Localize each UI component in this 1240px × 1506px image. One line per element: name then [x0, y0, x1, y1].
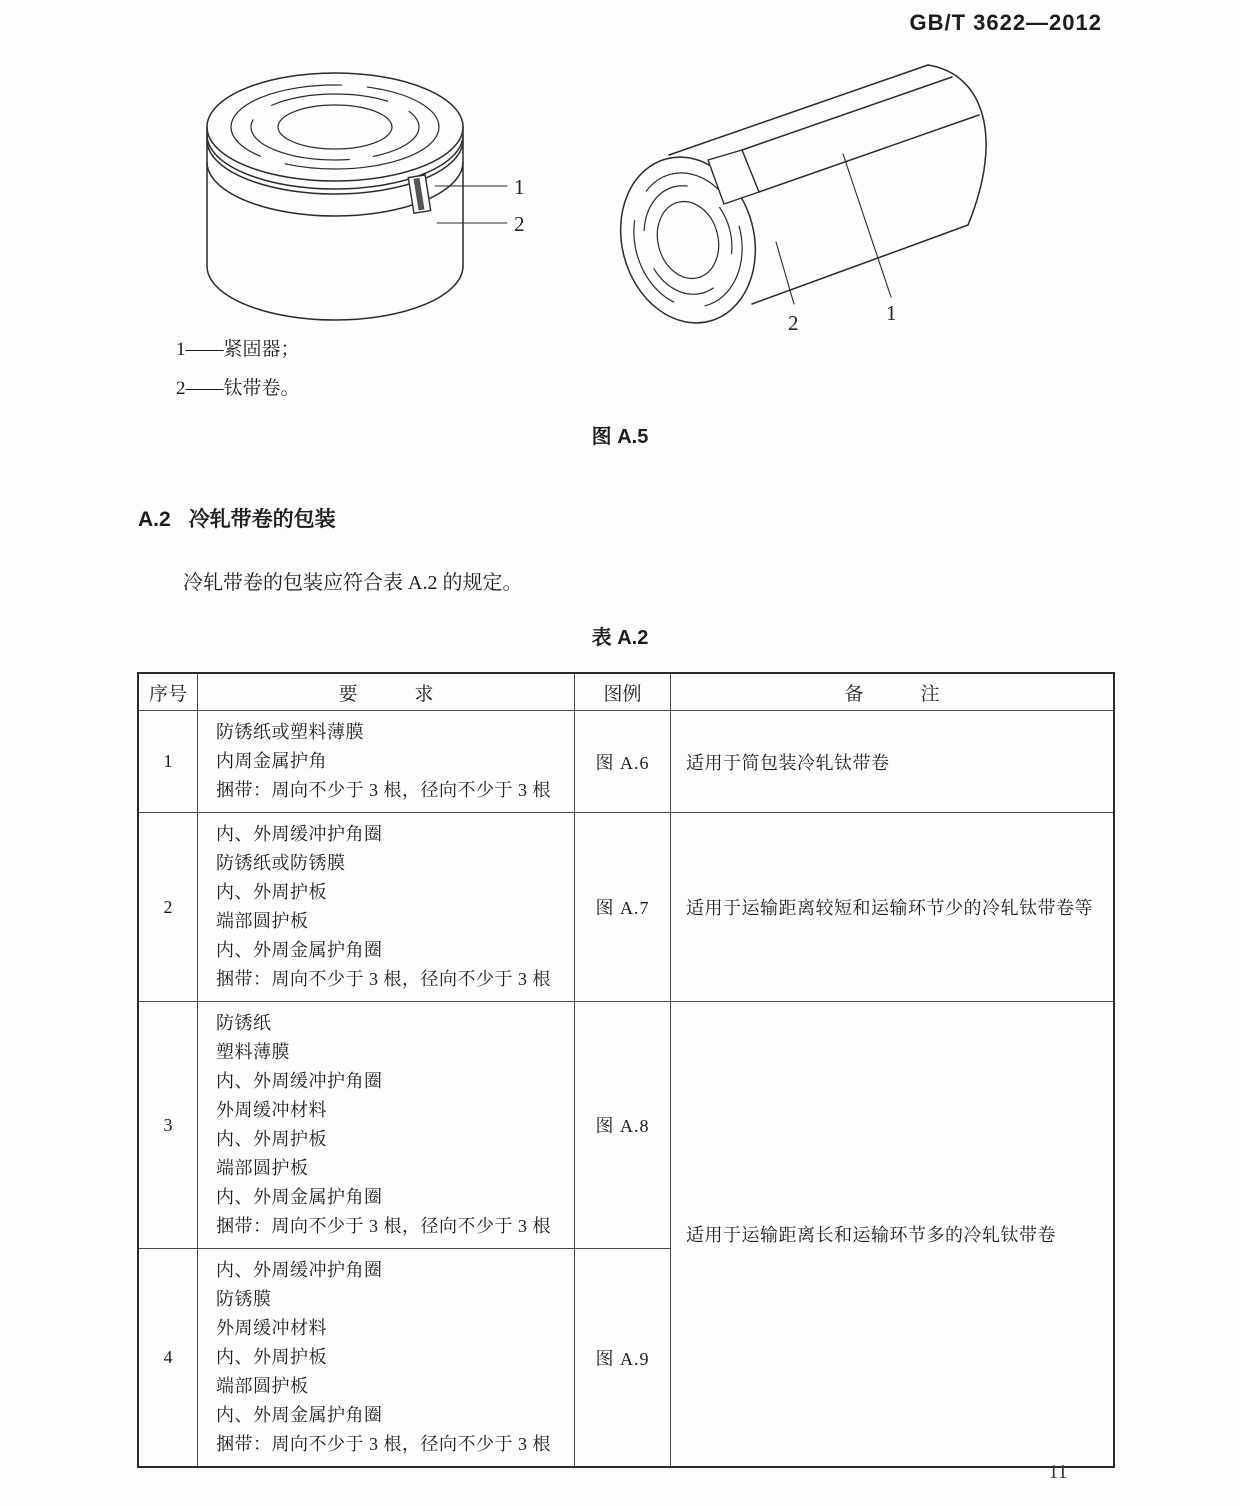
requirement-line: 端部圆护板 [216, 1158, 309, 1178]
coil-bottom-edge [207, 266, 463, 320]
requirement-line: 内、外周金属护角圈 [216, 940, 383, 960]
cell-requirements-3 [198, 1002, 575, 1249]
cell-requirements-1 [198, 711, 575, 813]
cell-note-1: 适用于简包装冷轧钛带卷 [671, 711, 1115, 813]
upright-coil-drawing [185, 55, 600, 340]
table-row-1 [138, 711, 1114, 813]
cell-seq-1: 1 [138, 711, 198, 813]
requirement-line: 外周缓冲材料 [216, 1100, 327, 1120]
section-title: 冷轧带卷的包装 [188, 508, 336, 531]
col-header-seq: 序号 [138, 673, 198, 711]
table-row-3 [138, 1002, 1114, 1249]
legend-item-2: 2——钛带卷。 [176, 378, 300, 399]
cell-figure-1: 图 A.6 [575, 711, 671, 813]
strap-top-edge [742, 77, 952, 150]
requirement-line: 外周缓冲材料 [216, 1318, 327, 1338]
requirement-line: 捆带：周向不少于 3 根，径向不少于 3 根 [216, 1434, 551, 1454]
callout-label-2: 2 [514, 212, 525, 236]
callout-label-1: 1 [886, 301, 897, 325]
section-number: A.2 [138, 508, 171, 531]
figure-legend [176, 338, 300, 416]
cell-figure-3: 图 A.8 [575, 1002, 671, 1249]
requirement-line: 防锈纸或塑料薄膜 [216, 722, 364, 742]
requirement-line: 防锈膜 [216, 1289, 272, 1309]
cell-seq-4: 4 [138, 1249, 198, 1468]
requirement-line: 内、外周护板 [216, 882, 327, 902]
callout-label-1: 1 [514, 175, 525, 199]
cell-note-3-4-merged: 适用于运输距离长和运输环节多的冷轧钛带卷 [671, 1002, 1115, 1468]
section-heading [138, 503, 336, 533]
requirement-line: 内、外周护板 [216, 1347, 327, 1367]
requirement-line: 防锈纸或防锈膜 [216, 853, 346, 873]
table-caption: 表 A.2 [591, 627, 649, 649]
standard-code: GB/T 3622—2012 [909, 10, 1102, 35]
requirement-line: 捆带：周向不少于 3 根，径向不少于 3 根 [216, 969, 551, 989]
table-header-row [138, 673, 1114, 711]
requirement-line: 捆带：周向不少于 3 根，径向不少于 3 根 [216, 780, 551, 800]
horizontal-coil-drawing [612, 42, 1092, 342]
requirement-line: 端部圆护板 [216, 911, 309, 931]
requirement-line: 内、外周金属护角圈 [216, 1187, 383, 1207]
cell-requirements-4 [198, 1249, 575, 1468]
cell-figure-2: 图 A.7 [575, 813, 671, 1002]
requirement-line: 内、外周护板 [216, 1129, 327, 1149]
leader-line-1 [843, 154, 891, 297]
figure-caption: 图 A.5 [591, 426, 649, 448]
coil-winding-ring-outer [231, 85, 439, 169]
cylinder-bottom-silhouette [752, 225, 968, 304]
coil-end-bore [649, 195, 727, 286]
page-number: 11 [1048, 1461, 1068, 1483]
strap-bottom-edge [759, 115, 979, 192]
strap-over-rim [708, 150, 759, 204]
cell-note-2: 适用于运输距离较短和运输环节少的冷轧钛带卷等 [671, 813, 1115, 1002]
requirement-line: 内、外周缓冲护角圈 [216, 1260, 383, 1280]
requirement-line: 捆带：周向不少于 3 根，径向不少于 3 根 [216, 1216, 551, 1236]
requirement-line: 内、外周缓冲护角圈 [216, 1071, 383, 1091]
body-paragraph: 冷轧带卷的包装应符合表 A.2 的规定。 [183, 572, 523, 594]
cell-seq-2: 2 [138, 813, 198, 1002]
packaging-spec-table [137, 672, 1115, 1468]
cell-seq-3: 3 [138, 1002, 198, 1249]
coil-bore [278, 105, 392, 149]
cylinder-top-silhouette [669, 65, 928, 155]
col-header-note: 备 注 [671, 673, 1115, 711]
table-row-2 [138, 813, 1114, 1002]
requirement-line: 防锈纸 [216, 1013, 272, 1033]
requirement-line: 塑料薄膜 [216, 1042, 290, 1062]
legend-item-1: 1——紧固器； [176, 339, 300, 360]
coil-top-rim [207, 73, 463, 181]
col-header-req: 要 求 [198, 673, 575, 711]
cell-requirements-2 [198, 813, 575, 1002]
callout-label-2: 2 [788, 311, 799, 335]
requirement-line: 内周金属护角 [216, 751, 327, 771]
col-header-figure: 图例 [575, 673, 671, 711]
cell-figure-4: 图 A.9 [575, 1249, 671, 1468]
requirement-line: 内、外周金属护角圈 [216, 1405, 383, 1425]
cylinder-far-end-cap [928, 65, 986, 225]
fastener-buckle [408, 175, 430, 213]
requirement-line: 内、外周缓冲护角圈 [216, 824, 383, 844]
coil-winding-ring-inner [251, 94, 419, 160]
requirement-line: 端部圆护板 [216, 1376, 309, 1396]
